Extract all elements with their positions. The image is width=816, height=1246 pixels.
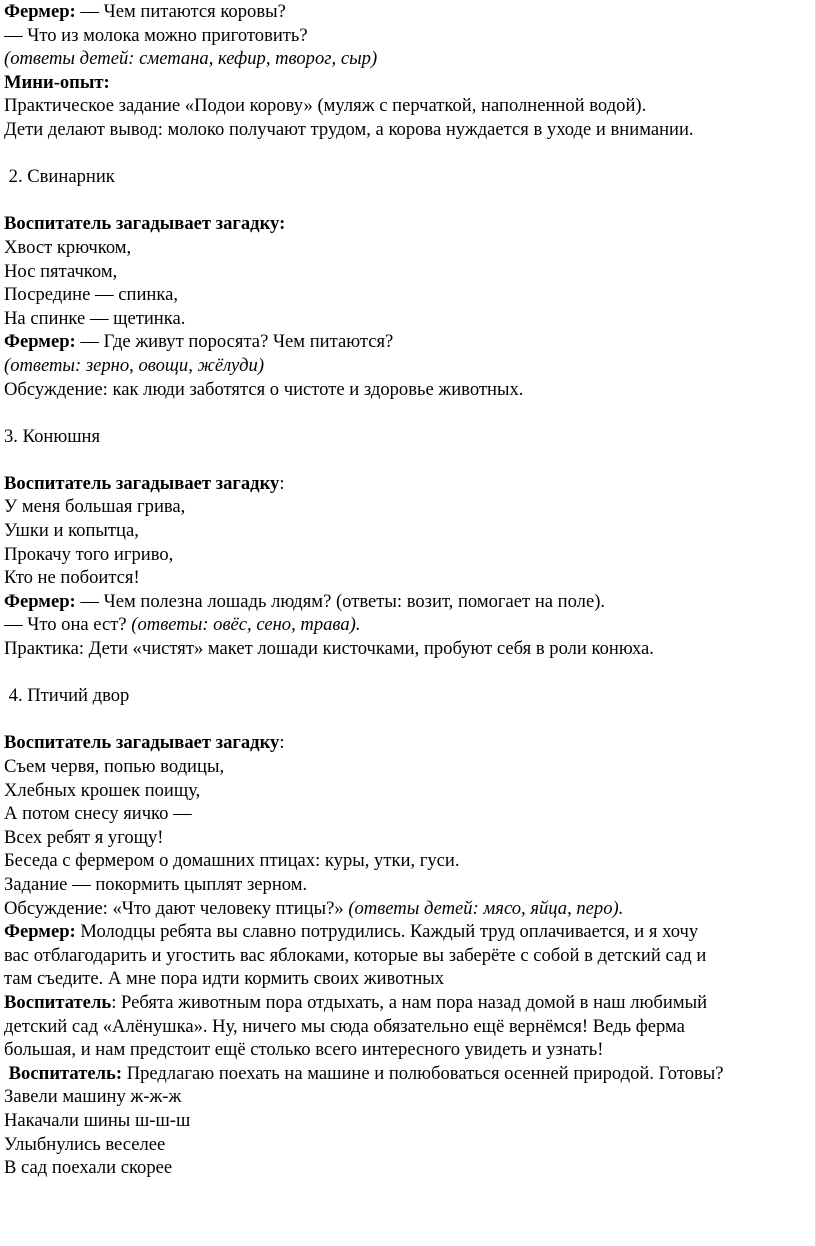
farmer-speech-line: там съедите. А мне пора идти кормить своих животных [4,968,445,990]
teacher-speech-line [4,991,814,1015]
riddle-colon: : [279,732,285,754]
answers-line [4,47,814,71]
riddle-line: Прокачу того игриво, [4,543,174,565]
answers-italic: (ответы: зерно, овощи, жёлуди) [4,354,265,376]
riddle-line: Посредине — спинка, [4,284,179,306]
riddle-label: Воспитатель загадывает загадку [4,732,280,754]
riddle-line: Хвост крючком, [4,236,132,258]
teacher-label: Воспитатель: [4,1062,123,1084]
farmer-label: Фермер: [4,331,76,353]
spacer [4,142,814,166]
riddle-line: На спинке — щетинка. [4,307,186,329]
riddle-heading [4,212,814,236]
poem-line: Улыбнулись веселее [4,1133,166,1155]
riddle-line: Кто не побоится! [4,567,140,589]
farmer-question: — Где живут поросята? Чем питаются? [75,331,394,353]
answers-italic: (ответы детей: сметана, кефир, творог, сыр) [4,48,378,70]
question-text: — Что она ест? [4,614,132,636]
answers-italic: (ответы детей: мясо, яйца, перо). [348,897,624,919]
riddle-heading [4,472,814,496]
question-line [4,613,814,637]
document-page [4,0,814,1180]
farmer-label: Фермер: [4,921,76,943]
teacher-speech: : Ребята животным пора отдыхать, а нам пора назад домой в наш любимый [111,991,708,1013]
section-heading-pigsty: 2. Свинарник [4,166,115,188]
riddle-line: Нос пятачком, [4,260,118,282]
teacher-speech: Предлагаю поехать на машине и полюбоваться осенней природой. Готовы? [122,1062,724,1084]
riddle-line: Съем червя, попью водицы, [4,756,225,777]
riddle-heading [4,731,814,755]
spacer [4,661,814,685]
spacer [4,189,814,213]
riddle-line: А потом снесу яичко — [4,803,192,825]
answers-line [4,354,814,378]
farmer-speech-line [4,920,814,944]
mini-experiment-label: Мини-опыт: [4,71,110,93]
farmer-question-line [4,0,814,24]
section-heading-stable: 3. Конюшня [4,425,101,447]
farmer-label: Фермер: [4,590,76,612]
poem-line: Накачали шины ш-ш-ш [4,1109,191,1131]
riddle-line: Хлебных крошек поищу, [4,779,201,801]
teacher-label: Воспитатель [4,991,112,1013]
farmer-speech-line: вас отблагодарить и угостить вас яблоками, которые вы заберёте с собой в детский сад и [4,944,707,966]
poem-line: Завели машину ж-ж-ж [4,1086,182,1108]
practice-line: Практическое задание «Подои корову» (муляж с перчаткой, наполненной водой). [4,95,647,117]
farmer-question-line [4,330,814,354]
farmer-question-line [4,590,814,614]
riddle-label: Воспитатель загадывает загадку: [4,213,286,235]
riddle-colon: : [279,472,285,494]
task-line: Задание — покормить цыплят зерном. [4,873,308,895]
conclusion-line: Дети делают вывод: молоко получают трудом, а корова нуждается в уходе и внимании. [4,118,694,140]
farmer-speech: Молодцы ребята вы славно потрудились. Каждый труд оплачивается, и я хочу [75,921,699,943]
spacer [4,708,814,732]
talk-line: Беседа с фермером о домашних птицах: куры, утки, гуси. [4,850,460,872]
discussion-line [4,897,814,921]
poem-line: В сад поехали скорее [4,1157,173,1179]
discussion-text: Обсуждение: «Что дают человеку птицы?» [4,897,349,919]
teacher-speech-line: детский сад «Алёнушка». Ну, ничего мы сюда обязательно ещё вернёмся! Ведь ферма [4,1015,685,1037]
mini-experiment-heading [4,71,814,95]
spacer [4,448,814,472]
riddle-label: Воспитатель загадывает загадку [4,472,280,494]
farmer-question: — Чем полезна лошадь людям? (ответы: возит, помогает на поле). [75,590,606,612]
practice-line: Практика: Дети «чистят» макет лошади кисточками, пробуют себя в роли конюха. [4,638,654,660]
riddle-line: У меня большая грива, [4,496,186,518]
teacher-speech-line: большая, и нам предстоит ещё столько всего интересного увидеть и узнать! [4,1039,604,1061]
farmer-label: Фермер: [4,1,76,22]
riddle-line: Всех ребят я угощу! [4,826,164,848]
discussion-line: Обсуждение: как люди заботятся о чистоте и здоровье животных. [4,378,524,400]
riddle-line: Ушки и копытца, [4,520,139,542]
question-line: — Что из молока можно приготовить? [4,24,308,46]
farmer-question: — Чем питаются коровы? [75,1,286,22]
answers-italic: (ответы: овёс, сено, трава). [131,614,361,636]
teacher-speech-line [4,1062,814,1086]
spacer [4,401,814,425]
section-heading-poultry-yard: 4. Птичий двор [4,685,130,707]
